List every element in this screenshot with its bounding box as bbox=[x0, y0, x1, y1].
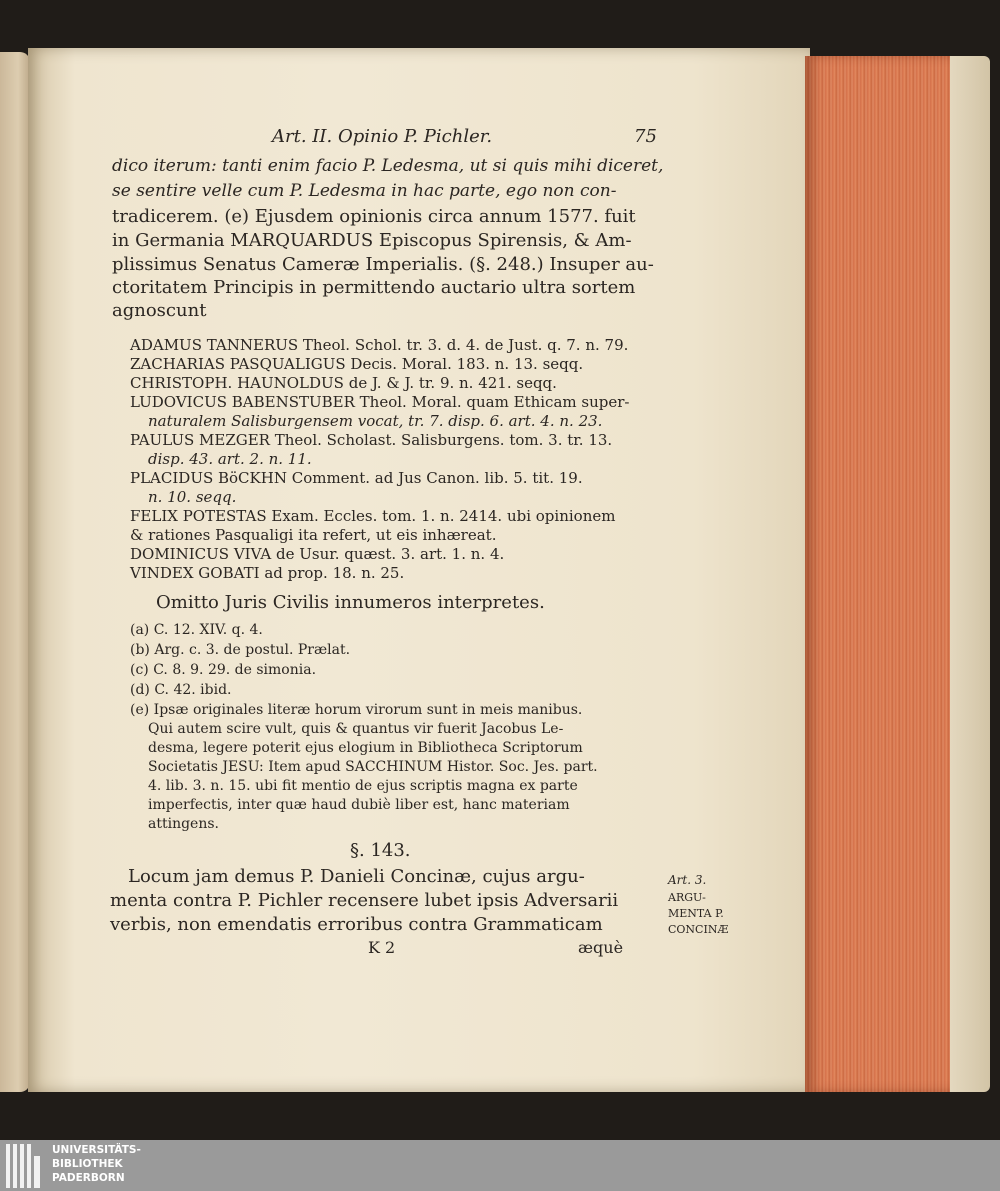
paragraph-line: in Germania MARQUARDUS Episcopus Spirensis, & Am- bbox=[112, 230, 632, 251]
catchword: æquè bbox=[578, 938, 624, 957]
library-name-line: UNIVERSITÄTS- bbox=[52, 1144, 141, 1156]
signature-mark: K 2 bbox=[368, 938, 396, 957]
authority-entry: disp. 43. art. 2. n. 11. bbox=[148, 450, 312, 468]
footnote: imperfectis, inter quæ haud dubiè liber est, hanc materiam bbox=[148, 797, 570, 813]
library-logo-icon bbox=[6, 1144, 46, 1188]
footnote: (d) C. 42. ibid. bbox=[130, 682, 232, 698]
authority-entry: LUDOVICUS BABENSTUBER Theol. Moral. quam Ethicam super- bbox=[130, 393, 630, 411]
section-mark: §. 143. bbox=[350, 840, 411, 861]
paragraph-line: plissimus Senatus Cameræ Imperialis. (§. 248.) Insuper au- bbox=[112, 254, 654, 275]
paragraph-line: dico iterum: tanti enim facio P. Ledesma, ut si quis mihi diceret, bbox=[112, 156, 664, 176]
authority-entry: & rationes Pasqualigi ita refert, ut eis inhæreat. bbox=[130, 526, 497, 544]
book-cover-edge bbox=[950, 56, 990, 1092]
authority-entry: DOMINICUS VIVA de Usur. quæst. 3. art. 1. n. 4. bbox=[130, 545, 505, 563]
authority-entry: ZACHARIAS PASQUALIGUS Decis. Moral. 183. n. 13. seqq. bbox=[130, 355, 584, 373]
authority-entry: PAULUS MEZGER Theol. Scholast. Salisburgens. tom. 3. tr. 13. bbox=[130, 431, 613, 449]
paragraph-line: verbis, non emendatis erroribus contra Grammaticam bbox=[110, 914, 603, 935]
authority-entry: ADAMUS TANNERUS Theol. Schol. tr. 3. d. 4. de Just. q. 7. n. 79. bbox=[130, 336, 629, 354]
footnote: desma, legere poterit ejus elogium in Bibliotheca Scriptorum bbox=[148, 740, 583, 756]
paragraph-line: Locum jam demus P. Danieli Concinæ, cujus argu- bbox=[128, 866, 585, 887]
authority-entry: VINDEX GOBATI ad prop. 18. n. 25. bbox=[130, 564, 405, 582]
library-name bbox=[52, 1143, 141, 1185]
footer-bar bbox=[0, 1140, 1000, 1191]
footnote: attingens. bbox=[148, 816, 219, 832]
page-number: 75 bbox=[634, 126, 657, 147]
paragraph-line: tradicerem. (e) Ejusdem opinionis circa annum 1577. fuit bbox=[112, 206, 636, 227]
paragraph-line: menta contra P. Pichler recensere lubet ipsis Adversarii bbox=[110, 890, 619, 911]
margin-note-line: MENTA P. bbox=[668, 907, 724, 920]
footnote: (a) C. 12. XIV. q. 4. bbox=[130, 622, 263, 638]
footnote: Qui autem scire vult, quis & quantus vir fuerit Jacobus Le- bbox=[148, 721, 564, 737]
omitto-line: Omitto Juris Civilis innumeros interpretes. bbox=[156, 592, 545, 613]
margin-note-line: Art. 3. bbox=[668, 873, 707, 887]
page-fore-edge bbox=[805, 56, 955, 1092]
footnote: (b) Arg. c. 3. de postul. Prælat. bbox=[130, 642, 351, 658]
footnote: 4. lib. 3. n. 15. ubi fit mentio de ejus scriptis magna ex parte bbox=[148, 778, 578, 794]
footnote: Societatis JESU: Item apud SACCHINUM Histor. Soc. Jes. part. bbox=[148, 759, 598, 775]
authority-entry: naturalem Salisburgensem vocat, tr. 7. disp. 6. art. 4. n. 23. bbox=[148, 412, 603, 430]
authority-entry: CHRISTOPH. HAUNOLDUS de J. & J. tr. 9. n. 421. seqq. bbox=[130, 374, 557, 392]
library-name-line: PADERBORN bbox=[52, 1172, 125, 1184]
library-name-line: BIBLIOTHEK bbox=[52, 1158, 123, 1170]
paragraph-line: ctoritatem Principis in permittendo auctario ultra sortem bbox=[112, 277, 636, 298]
authority-entry: n. 10. seqq. bbox=[148, 488, 237, 506]
margin-note-line: CONCINÆ bbox=[668, 923, 729, 936]
paragraph-line: agnoscunt bbox=[112, 300, 207, 321]
margin-note-line: ARGU- bbox=[668, 891, 706, 904]
authority-entry: PLACIDUS BöCKHN Comment. ad Jus Canon. lib. 5. tit. 19. bbox=[130, 469, 583, 487]
paragraph-line: se sentire velle cum P. Ledesma in hac parte, ego non con- bbox=[112, 181, 617, 201]
footnote: (c) C. 8. 9. 29. de simonia. bbox=[130, 662, 317, 678]
running-header: Art. II. Opinio P. Pichler. bbox=[272, 126, 493, 147]
footnote: (e) Ipsæ originales literæ horum virorum sunt in meis manibus. bbox=[130, 702, 583, 718]
authority-entry: FELIX POTESTAS Exam. Eccles. tom. 1. n. 2414. ubi opinionem bbox=[130, 507, 616, 525]
left-page-edge bbox=[0, 52, 30, 1092]
